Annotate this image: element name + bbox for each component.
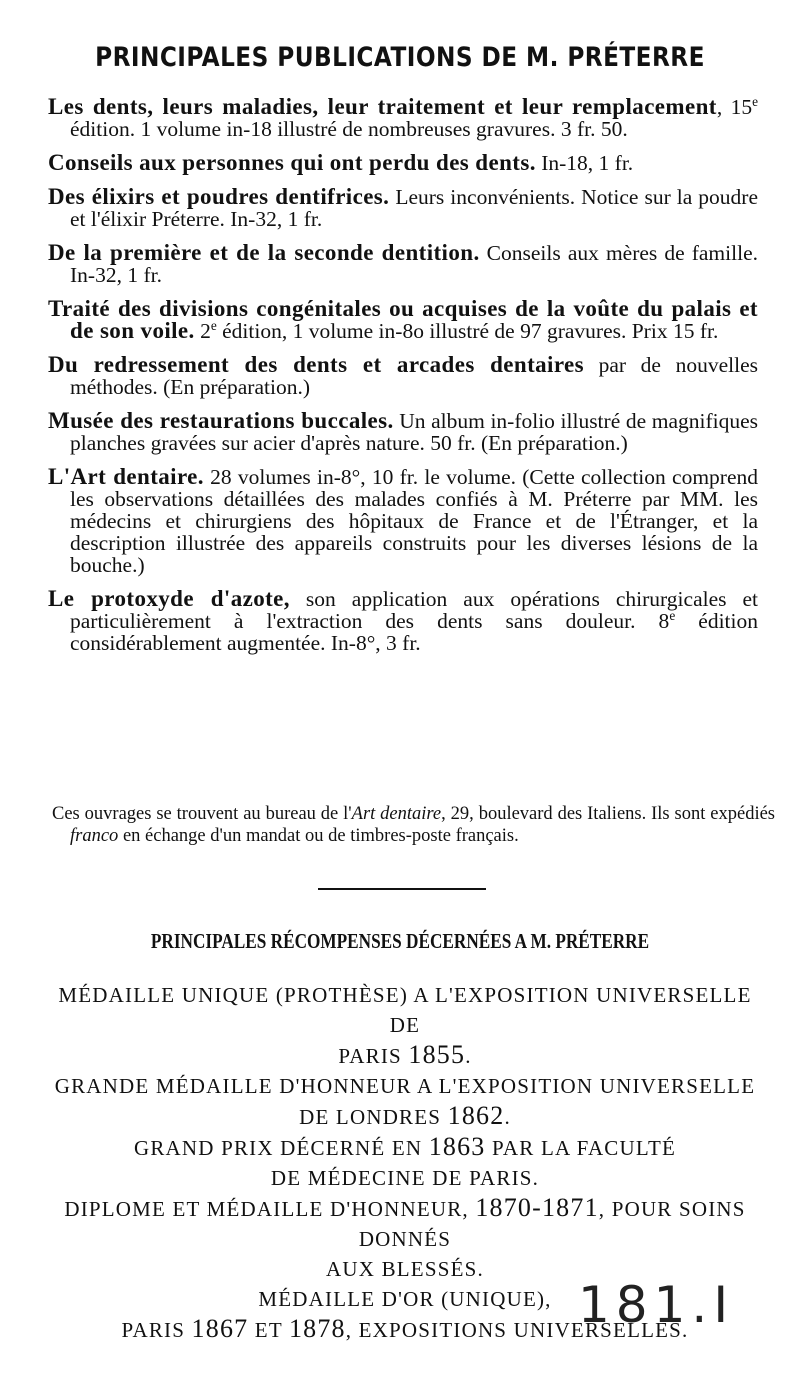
award-text: PAR LA FACULTÉ	[485, 1136, 677, 1160]
publication-entry	[48, 466, 758, 576]
award-text: AUX BLESSÉS.	[326, 1257, 484, 1281]
awards-heading: PRINCIPALES RÉCOMPENSES DÉCERNÉES A M. PRÉTERRE	[150, 929, 650, 953]
publication-title: Musée des restaurations buccales.	[48, 408, 394, 433]
publications-heading: PRINCIPALES PUBLICATIONS DE M. PRÉTERRE	[95, 42, 705, 73]
award-line	[50, 1193, 760, 1254]
award-text: DE LONDRES	[299, 1105, 448, 1129]
publication-details: édition. 1 volume in-18 illustré de nombreuses gravures. 3 fr. 50.	[70, 117, 628, 141]
award-text: GRAND PRIX DÉCERNÉ EN	[133, 1136, 429, 1160]
award-year: 1855	[408, 1040, 466, 1069]
publication-details: Leurs inconvénients. Notice sur la poudre et l'élixir Préterre. In-32, 1 fr.	[70, 185, 758, 231]
ordinal-superscript: e	[752, 93, 759, 109]
award-year: 1862	[447, 1101, 505, 1130]
publication-details: 2	[194, 319, 211, 343]
award-line	[50, 1071, 760, 1101]
award-text: DE MÉDECINE DE PARIS.	[270, 1166, 540, 1190]
publication-title: Traité des divisions congénitales ou acquises de la voûte du palais et de son voile.	[48, 296, 758, 343]
publication-details: son application aux opérations chirurgicales et particulièrement à l'extraction des dents sans douleur. 8	[70, 587, 759, 633]
publication-details: Un album in-folio illustré de magnifiques planches gravées sur acier d'après nature. 50 fr. (En préparation.)	[70, 409, 758, 455]
availability-note	[52, 803, 775, 847]
award-year: 1867	[191, 1314, 249, 1343]
award-text: , EXPOSITIONS UNIVERSELLES.	[345, 1318, 689, 1342]
publication-entry	[48, 242, 758, 286]
award-line	[50, 1040, 760, 1071]
publication-details: 28 volumes in-8°, 10 fr. le volume. (Cette collection comprend les observations détaillées des malades confiés à M. Préterre par MM. les médecins et chirurgiens des hôpitaux de France et de l'Étranger, et la description illustrée des appareils construits pour les diverses lésions de la bouche.)	[70, 465, 758, 577]
publication-details: par de nouvelles méthodes. (En préparation.)	[70, 353, 758, 399]
publication-title: De la première et de la seconde dentition.	[48, 240, 480, 265]
publication-title: Le protoxyde d'azote,	[48, 586, 290, 611]
publication-title: Conseils aux personnes qui ont perdu des dents.	[48, 150, 536, 175]
publication-entry	[48, 152, 758, 174]
award-text: PARIS	[121, 1318, 192, 1342]
note-italic: franco	[70, 826, 119, 846]
publication-entry	[48, 186, 758, 230]
publication-title: Les dents, leurs maladies, leur traitement et leur remplacement	[48, 94, 717, 119]
note-text: , 29, boulevard des Italiens. Ils sont expédiés	[441, 804, 775, 824]
note-text: en échange d'un mandat ou de timbres-poste français.	[118, 826, 519, 846]
award-text: MÉDAILLE UNIQUE (PROTHÈSE) A L'EXPOSITION UNIVERSELLE DE	[58, 983, 752, 1037]
publication-title: Du redressement des dents et arcades dentaires	[48, 352, 584, 377]
publication-title: L'Art dentaire.	[48, 464, 204, 489]
ordinal-superscript: e	[669, 607, 676, 623]
note-text: Ces ouvrages se trouvent au bureau de l'	[52, 804, 352, 824]
section-divider	[318, 888, 486, 890]
publication-entry	[48, 354, 758, 398]
handwritten-shelfmark: 181.I	[578, 1276, 735, 1334]
publication-details: Conseils aux mères de famille. In-32, 1 fr.	[70, 241, 758, 287]
publication-details: édition considérablement augmentée. In-8°, 3 fr.	[70, 609, 759, 655]
award-line	[50, 980, 760, 1040]
publication-details: In-18, 1 fr.	[535, 151, 634, 175]
publication-entry	[48, 410, 758, 454]
award-year: 1878	[288, 1314, 346, 1343]
award-year: 1863	[428, 1132, 486, 1161]
award-text: GRANDE MÉDAILLE D'HONNEUR A L'EXPOSITION UNIVERSELLE	[54, 1074, 756, 1098]
award-text: MÉDAILLE D'OR (UNIQUE),	[258, 1287, 552, 1311]
award-text: , POUR SOINS DONNÉS	[358, 1197, 746, 1251]
note-italic: Art dentaire	[351, 804, 442, 824]
publication-entry	[48, 298, 758, 342]
publication-details: édition, 1 volume in-8o illustré de 97 gravures. Prix 15 fr.	[216, 319, 719, 343]
award-text: DIPLOME ET MÉDAILLE D'HONNEUR,	[64, 1197, 476, 1221]
publication-entry	[48, 588, 758, 654]
ordinal-superscript: e	[210, 317, 217, 333]
award-line	[50, 1101, 760, 1132]
publication-entry	[48, 93, 759, 141]
award-text: PARIS	[338, 1044, 409, 1068]
award-line	[50, 1163, 760, 1193]
award-text: ET	[248, 1318, 289, 1342]
award-year: 1870-1871	[475, 1193, 599, 1222]
publications-list	[48, 93, 759, 666]
award-text: .	[465, 1044, 472, 1068]
award-text: .	[504, 1105, 511, 1129]
publication-details: , 15	[716, 95, 753, 119]
award-line	[50, 1132, 760, 1163]
publication-title: Des élixirs et poudres dentifrices.	[48, 184, 390, 209]
